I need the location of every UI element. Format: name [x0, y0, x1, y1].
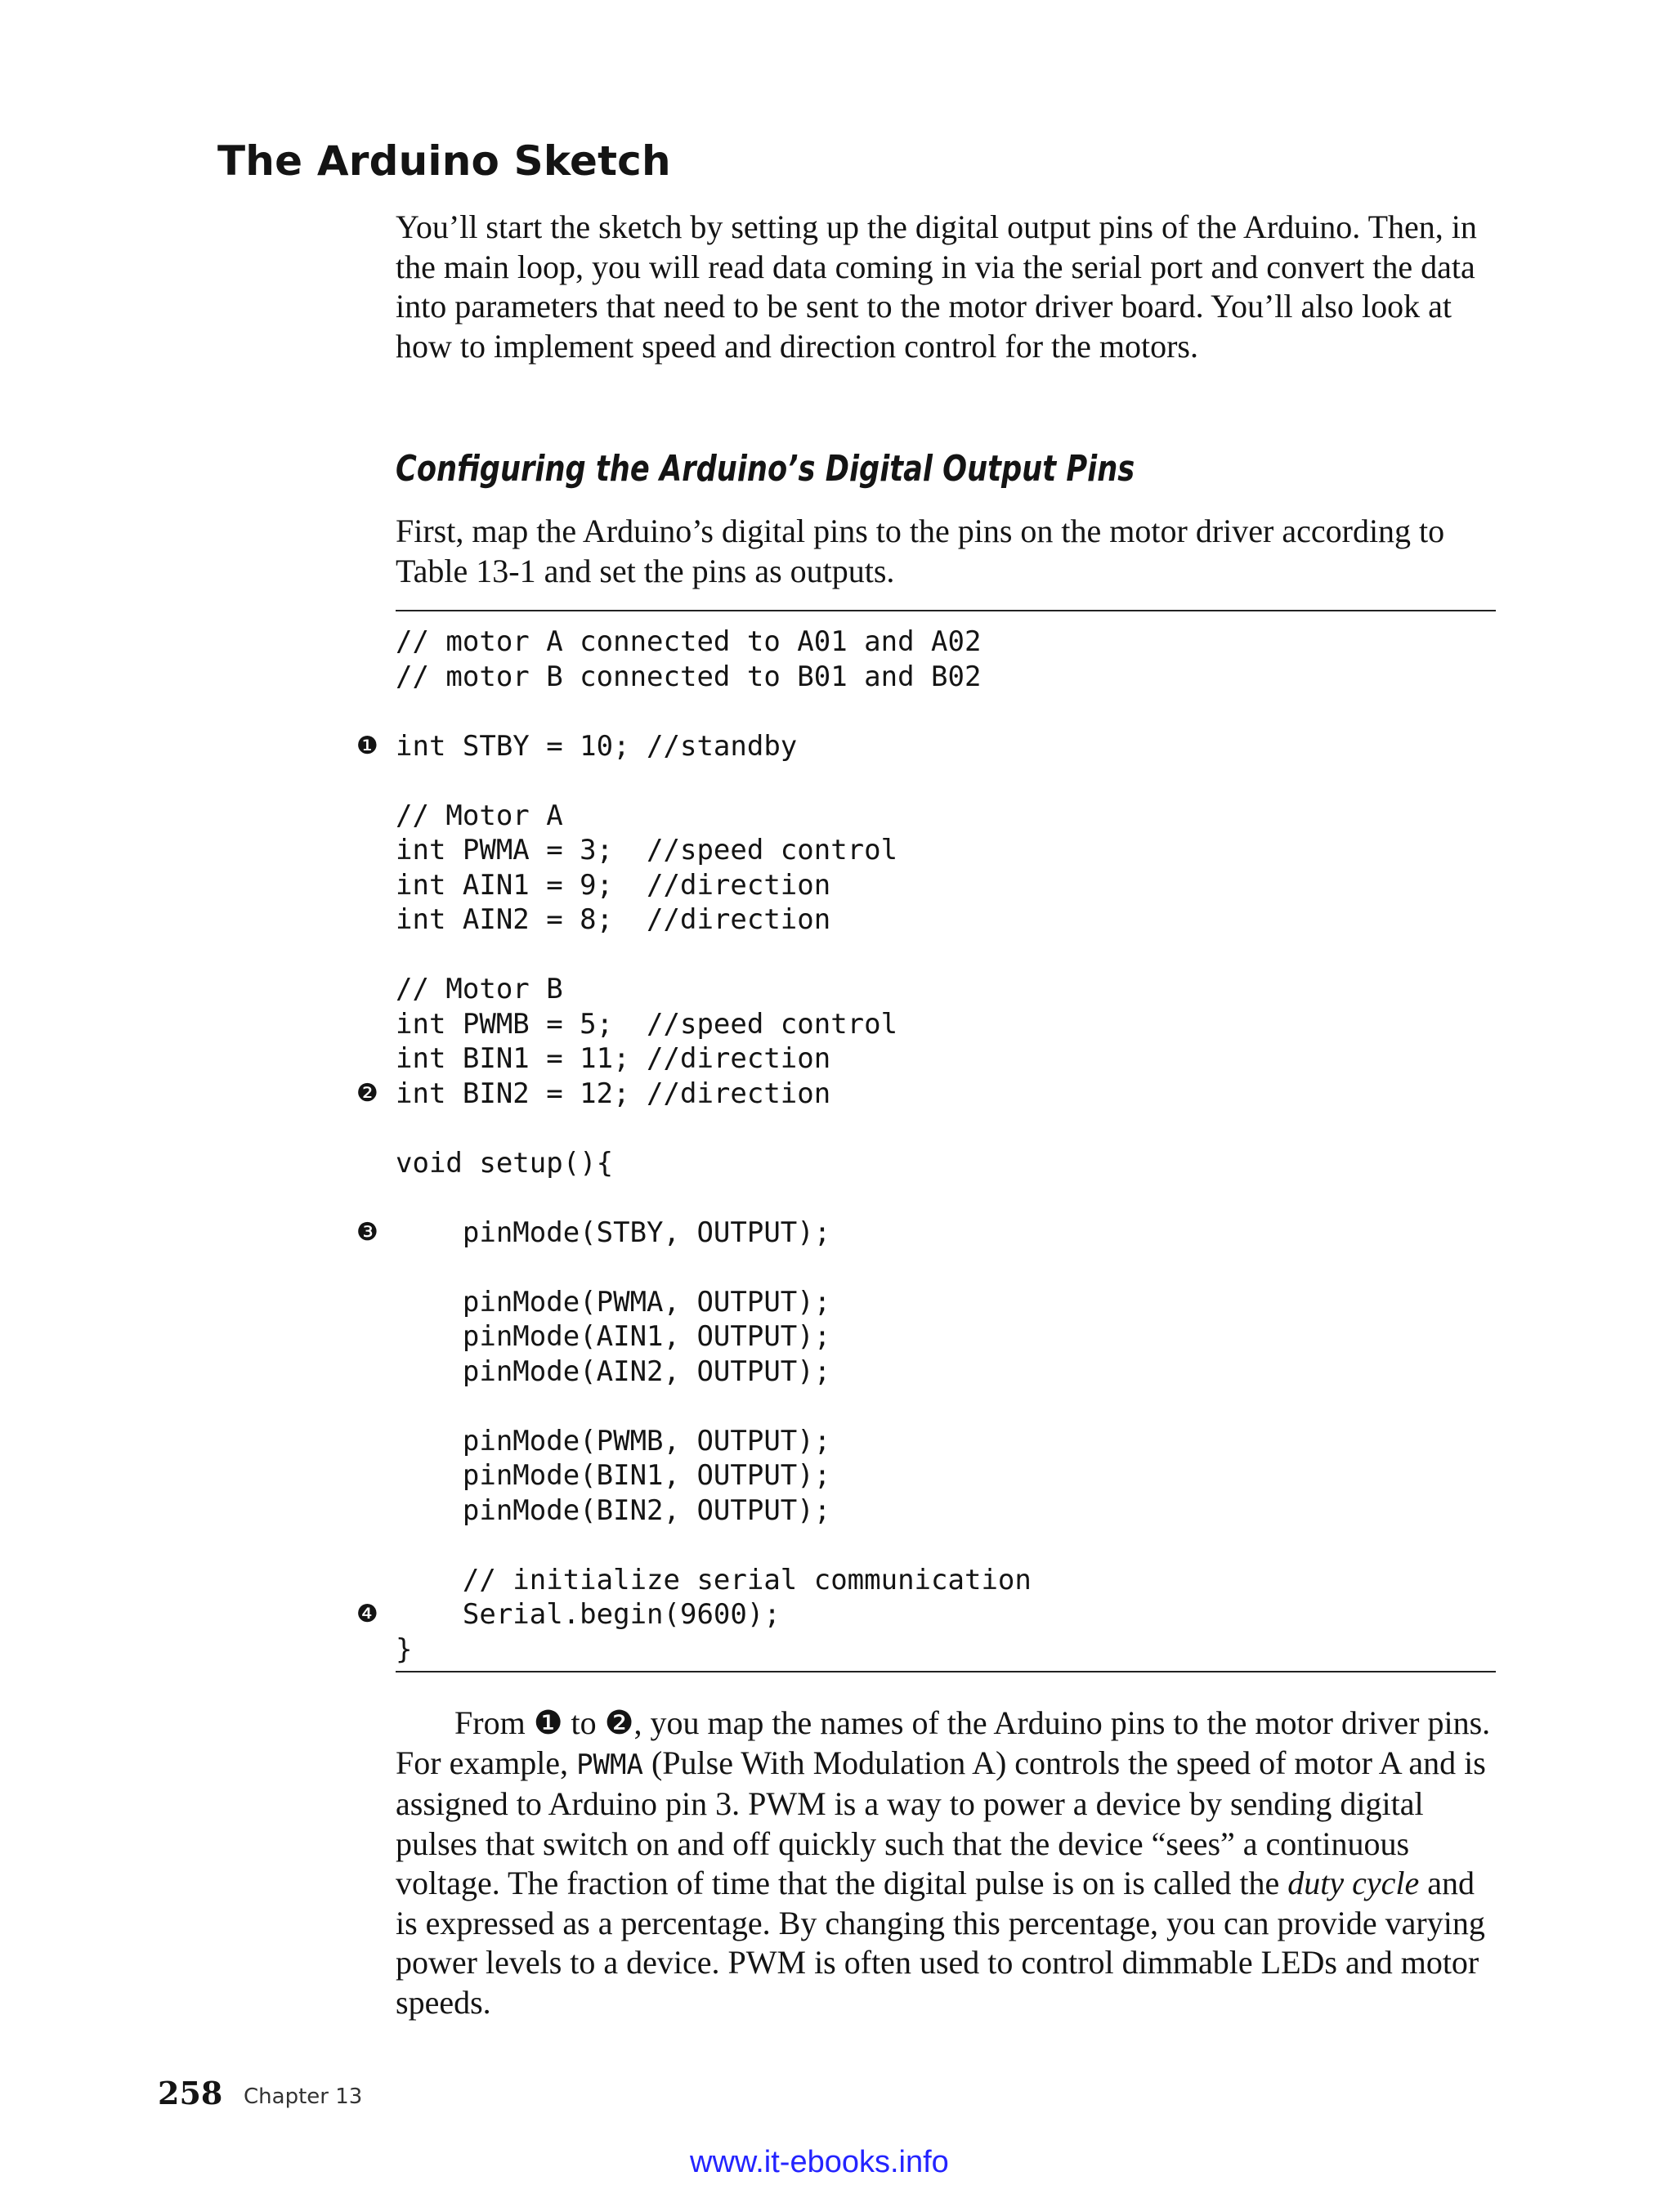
section-heading: The Arduino Sketch: [217, 137, 671, 185]
code-line: // motor A connected to A01 and A02: [396, 625, 982, 658]
code-line: int BIN1 = 11; //direction: [396, 1042, 831, 1075]
code-line: pinMode(AIN2, OUTPUT);: [396, 1355, 831, 1388]
code-line: [396, 763, 1032, 799]
explanation-text-2: to: [562, 1704, 605, 1741]
explanation-text-3: , you map the names of the Arduino pins to the motor driver pins. For example,: [396, 1704, 1491, 1781]
code-line: pinMode(PWMA, OUTPUT);: [396, 1285, 831, 1319]
source-link[interactable]: www.it-ebooks.info: [690, 2145, 949, 2179]
code-line: [396, 1250, 1032, 1285]
code-line: pinMode(BIN2, OUTPUT);: [396, 1493, 831, 1527]
callout-marker-1: ❶: [356, 731, 378, 760]
code-line: // motor B connected to B01 and B02: [396, 660, 982, 693]
code-line: [396, 938, 1032, 973]
callout-ref-2: ❷: [604, 1704, 634, 1741]
explanation-text-4: (Pulse With Modulation A) controls the speed of motor A and is assigned to Arduino pin 3. PWM is a way to power a device by sending digital pulses that switch on and off quickly such that the device “sees” a continuous voltage. The fraction of time that the digital pulse is on is called the: [396, 1744, 1486, 1901]
code-bottom-rule: [396, 1671, 1496, 1672]
inline-code-pwma: PWMA: [576, 1748, 643, 1781]
explanation-text-5: and is expressed as a percentage. By changing this percentage, you can provide varying power levels to a device. PWM is often used to control dimmable LEDs and motor speeds.: [396, 1865, 1485, 2021]
callout-ref-1: ❶: [533, 1704, 563, 1741]
code-line: pinMode(AIN1, OUTPUT);: [396, 1320, 831, 1353]
code-line: int PWMB = 5; //speed control: [396, 1007, 898, 1041]
duty-cycle-term: duty cycle: [1287, 1865, 1420, 1901]
code-top-rule: [396, 610, 1496, 611]
callout-marker-4: ❹: [356, 1600, 378, 1628]
code-line: pinMode(BIN1, OUTPUT);: [396, 1459, 831, 1492]
code-line: int BIN2 = 12; //direction: [396, 1077, 831, 1110]
code-line: pinMode(STBY, OUTPUT);: [396, 1216, 831, 1249]
code-line: [396, 1111, 1032, 1146]
code-line: int AIN1 = 9; //direction: [396, 868, 831, 902]
lead-paragraph: First, map the Arduino’s digital pins to the pins on the motor driver according to Table 13-1 and set the pins as outputs.: [396, 513, 1445, 589]
subsection-heading: Configuring the Arduino’s Digital Output Pins: [396, 448, 1135, 490]
code-line: void setup(){: [396, 1146, 614, 1180]
page-number: 258: [158, 2075, 223, 2111]
code-listing: [396, 625, 1032, 1667]
code-line: [396, 1389, 1032, 1424]
explanation-paragraph: [396, 1704, 1499, 2022]
code-line: int STBY = 10; //standby: [396, 729, 798, 763]
code-line: [396, 1180, 1032, 1216]
code-line: [396, 1528, 1032, 1563]
code-line: int PWMA = 3; //speed control: [396, 834, 898, 866]
explanation-text-1: From: [454, 1704, 534, 1741]
code-line: [396, 694, 1032, 729]
code-line: // Motor B: [396, 973, 563, 1005]
chapter-label: Chapter 13: [244, 2084, 363, 2109]
code-line: Serial.begin(9600);: [396, 1598, 781, 1631]
callout-marker-2: ❷: [356, 1078, 378, 1108]
code-line: pinMode(PWMB, OUTPUT);: [396, 1424, 831, 1458]
code-line: }: [396, 1632, 413, 1666]
code-line: // Motor A: [396, 799, 563, 832]
intro-paragraph: You’ll start the sketch by setting up the digital output pins of the Arduino. Then, in the main loop, you will read data coming in via the serial port and convert the data into parameters that need to be sent to the motor driver board. You’ll also look at how to implement speed and direction control for the motors.: [396, 208, 1477, 365]
code-line: int AIN2 = 8; //direction: [396, 903, 831, 936]
callout-marker-3: ❸: [356, 1217, 378, 1247]
code-line: // initialize serial communication: [396, 1563, 1032, 1596]
